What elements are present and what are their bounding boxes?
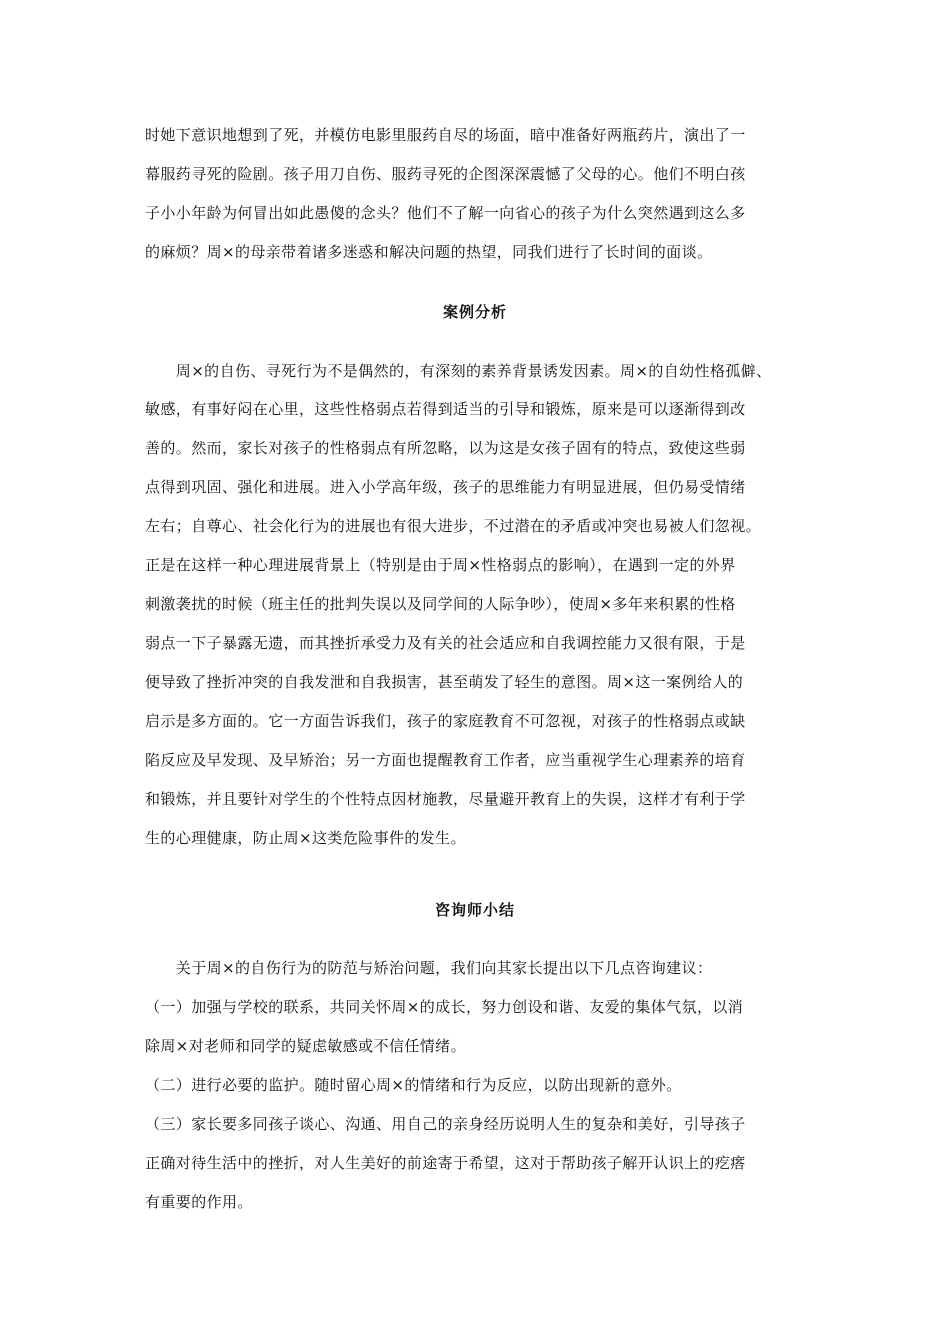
summary-line: （三）家长要多同孩子谈心、沟通、用自己的亲身经历说明人生的复杂和美好，引导孩子 <box>145 1115 746 1133</box>
summary-line: 除周×对老师和同学的疑虑敏感或不信任情绪。 <box>145 1037 466 1055</box>
analysis-line: 启示是多方面的。它一方面告诉我们，孩子的家庭教育不可忽视，对孩子的性格弱点或缺 <box>145 712 746 730</box>
analysis-line: 陷反应及早发现、及早矫治；另一方面也提醒教育工作者，应当重视学生心理素养的培育 <box>145 751 746 769</box>
section-heading-case-analysis: 案例分析 <box>442 303 507 321</box>
summary-line: （一）加强与学校的联系，共同关怀周×的成长，努力创设和谐、友爱的集体气氛，以消 <box>145 998 744 1016</box>
section-heading-counselor-summary: 咨询师小结 <box>434 901 515 919</box>
intro-line: 幕服药寻死的险剧。孩子用刀自伤、服药寻死的企图深深震憾了父母的心。他们不明白孩 <box>145 165 746 183</box>
intro-line: 的麻烦？周×的母亲带着诸多迷惑和解决问题的热望，同我们进行了长时间的面谈。 <box>145 243 713 261</box>
summary-line: 有重要的作用。 <box>145 1193 253 1211</box>
summary-line: （二）进行必要的监护。随时留心周×的情绪和行为反应，以防出现新的意外。 <box>145 1076 682 1094</box>
intro-line: 时她下意识地想到了死，并模仿电影里服药自尽的场面，暗中准备好两瓶药片，演出了一 <box>145 126 746 144</box>
summary-line: 关于周×的自伤行为的防范与矫治问题，我们向其家长提出以下几点咨询建议： <box>145 959 713 977</box>
analysis-line: 生的心理健康，防止周×这类危险事件的发生。 <box>145 829 466 847</box>
analysis-line: 敏感，有事好闷在心里，这些性格弱点若得到适当的引导和锻炼，原来是可以逐渐得到改 <box>145 400 746 418</box>
intro-line: 子小小年龄为何冒出如此愚傻的念头？他们不了解一向省心的孩子为什么突然遇到这么多 <box>145 204 746 222</box>
analysis-line: 刺激袭扰的时候（班主任的批判失误以及同学间的人际争吵），使周×多年来积累的性格 <box>145 595 736 613</box>
analysis-line: 周×的自伤、寻死行为不是偶然的，有深刻的素养背景诱发因素。周×的自幼性格孤僻、 <box>145 362 772 380</box>
analysis-line: 和锻炼，并且要针对学生的个性特点因材施教，尽量避开教育上的失误，这样才有利于学 <box>145 790 746 808</box>
analysis-line: 弱点一下子暴露无遗，而其挫折承受力及有关的社会适应和自我调控能力又很有限，于是 <box>145 634 746 652</box>
analysis-line: 便导致了挫折冲突的自我发泄和自我损害，甚至萌发了轻生的意图。周×这一案例给人的 <box>145 673 744 691</box>
analysis-line: 正是在这样一种心理进展背景上（特别是由于周×性格弱点的影响），在遇到一定的外界 <box>145 556 736 574</box>
analysis-line: 左右；自尊心、社会化行为的进展也有很大进步，不过潜在的矛盾或冲突也易被人们忽视。 <box>145 517 762 535</box>
analysis-line: 点得到巩固、强化和进展。进入小学高年级，孩子的思维能力有明显进展，但仍易受情绪 <box>145 478 746 496</box>
summary-line: 正确对待生活中的挫折，对人生美好的前途寄于希望，这对于帮助孩子解开认识上的疙瘩 <box>145 1154 746 1172</box>
analysis-line: 善的。然而，家长对孩子的性格弱点有所忽略，以为这是女孩子固有的特点，致使这些弱 <box>145 439 746 457</box>
